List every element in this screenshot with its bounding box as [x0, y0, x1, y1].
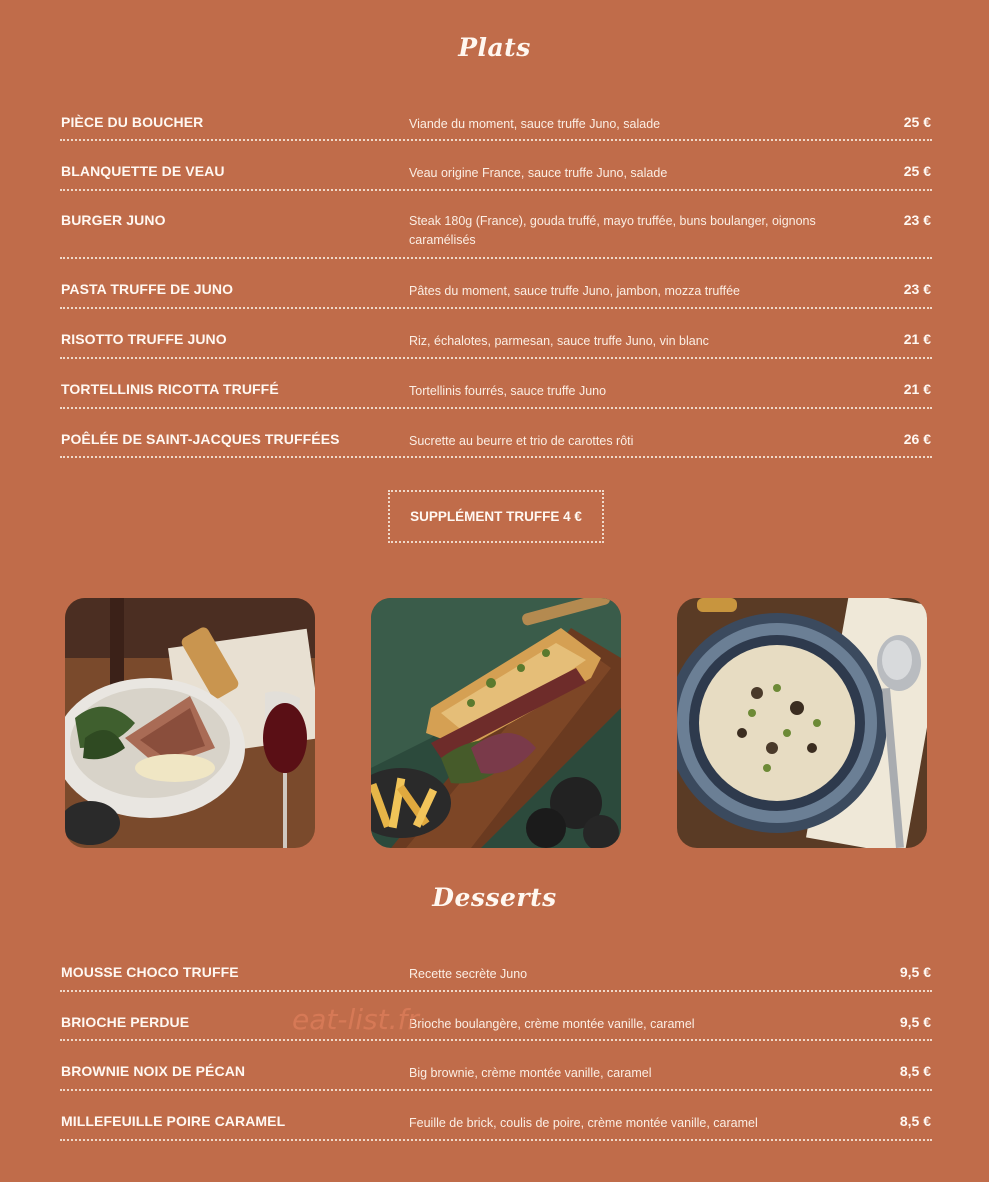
truffle-supplement-box: SUPPLÉMENT TRUFFE 4 € [388, 490, 604, 543]
dish-name: RISOTTO TRUFFE JUNO [61, 331, 227, 347]
dessert-name: BROWNIE NOIX DE PÉCAN [61, 1063, 246, 1079]
dish-price: 23 € [903, 281, 931, 297]
dish-description: Tortellinis fourrés, sauce truffe Juno [409, 384, 607, 398]
dish-name: BLANQUETTE DE VEAU [61, 163, 225, 179]
watermark: eat-list.fr [292, 1003, 419, 1036]
dish-description: Pâtes du moment, sauce truffe Juno, jambon, mozza truffée [409, 284, 740, 298]
menu-item [60, 259, 932, 309]
dish-price: 23 € [903, 212, 931, 228]
food-photo-risotto [677, 598, 927, 848]
menu-item [60, 1041, 932, 1091]
dish-price: 21 € [903, 331, 931, 347]
dessert-description: Recette secrète Juno [409, 967, 528, 981]
dish-price: 25 € [903, 163, 931, 179]
menu-item [60, 409, 932, 458]
desserts-title: Desserts [432, 883, 557, 912]
dessert-price: 8,5 € [899, 1113, 931, 1129]
menu-item [60, 359, 932, 409]
food-photo-meat [65, 598, 315, 848]
dish-description: Sucrette au beurre et trio de carottes rôti [409, 434, 634, 448]
dish-description: Viande du moment, sauce truffe Juno, salade [409, 117, 661, 131]
dish-name: TORTELLINIS RICOTTA TRUFFÉ [61, 381, 279, 397]
menu-item [60, 964, 932, 992]
dish-price: 21 € [903, 381, 931, 397]
dessert-name: BRIOCHE PERDUE [61, 1014, 190, 1030]
menu-item [60, 191, 932, 259]
dish-price: 25 € [903, 114, 931, 130]
plats-title: Plats [458, 33, 531, 62]
dish-description: Steak 180g (France), gouda truffé, mayo truffée, buns boulanger, oignons caramélisés [409, 214, 816, 247]
plats-menu [60, 114, 932, 458]
dessert-price: 9,5 € [899, 1014, 931, 1030]
dessert-name: MILLEFEUILLE POIRE CARAMEL [61, 1113, 286, 1129]
desserts-menu [60, 964, 932, 1141]
dish-name: PIÈCE DU BOUCHER [61, 114, 204, 130]
dish-name: PASTA TRUFFE DE JUNO [61, 281, 234, 297]
dish-description: Veau origine France, sauce truffe Juno, salade [409, 166, 668, 180]
dish-description: Riz, échalotes, parmesan, sauce truffe Juno, vin blanc [409, 334, 709, 348]
food-photo-croque [371, 598, 621, 848]
menu-item [60, 141, 932, 191]
menu-item [60, 309, 932, 359]
dish-price: 26 € [903, 431, 931, 447]
dessert-description: Feuille de brick, coulis de poire, crème montée vanille, caramel [409, 1116, 758, 1130]
dish-name: POÊLÉE DE SAINT-JACQUES TRUFFÉES [61, 431, 340, 447]
dessert-description: Brioche boulangère, crème montée vanille, caramel [409, 1017, 695, 1031]
dessert-price: 9,5 € [899, 964, 931, 980]
dessert-name: MOUSSE CHOCO TRUFFE [61, 964, 239, 980]
dessert-description: Big brownie, crème montée vanille, caramel [409, 1066, 652, 1080]
dish-name: BURGER JUNO [61, 212, 166, 228]
menu-item [60, 1091, 932, 1141]
menu-item [60, 114, 932, 141]
menu-item [60, 992, 932, 1041]
dessert-price: 8,5 € [899, 1063, 931, 1079]
